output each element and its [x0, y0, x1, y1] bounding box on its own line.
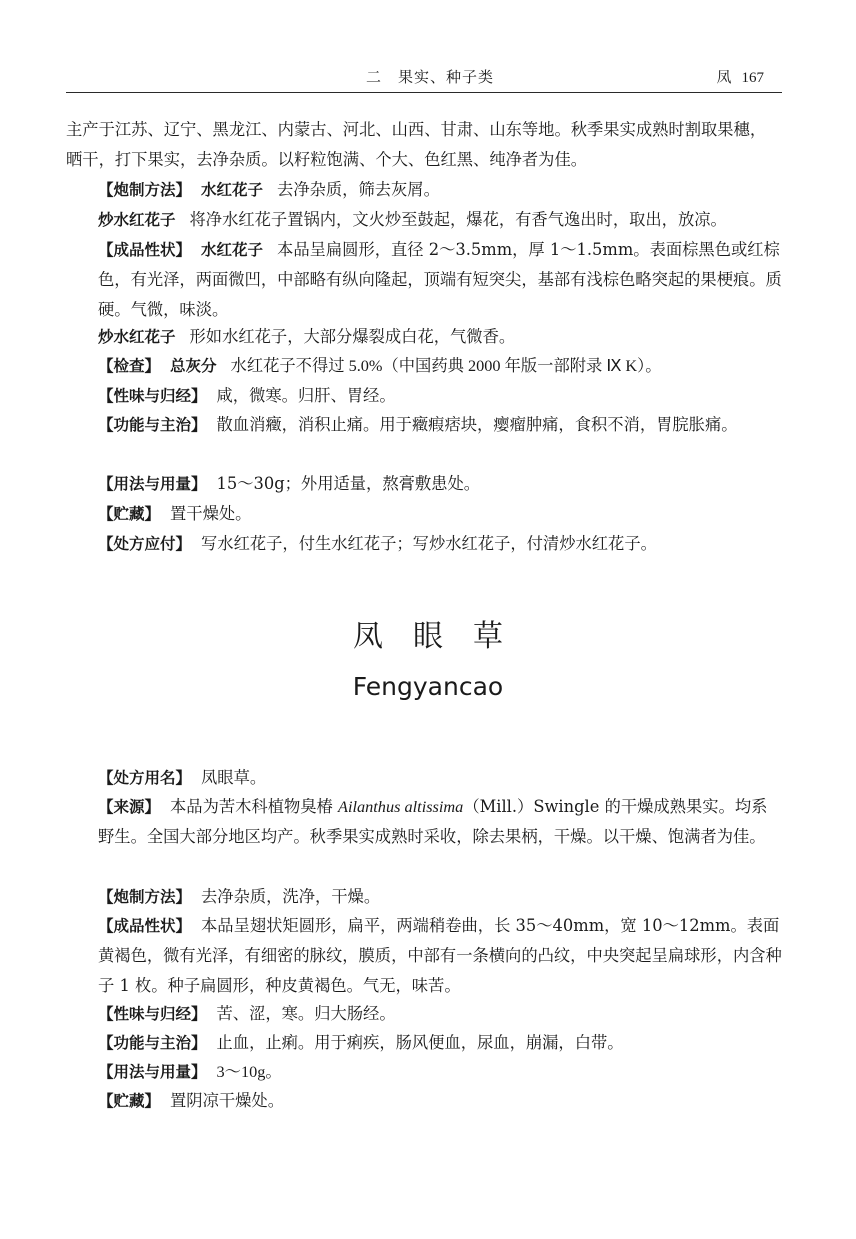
processing-term: 水红花子: [201, 181, 264, 199]
origin-paragraph: 主产于江苏、辽宁、黑龙江、内蒙古、河北、山西、甘肃、山东等地。秋季果实成熟时割取果穗，晒干，打下果实，去净杂质。以籽粒饱满、个大、色红黑、纯净者为佳。: [66, 120, 767, 169]
entry-nature-line: [66, 999, 782, 1029]
character-tag: 【成品性状】: [98, 241, 192, 259]
entry-usage-line: [66, 1057, 782, 1087]
entry-usage-text: 3～10g。: [216, 1062, 282, 1081]
character-text: 本品呈扁圆形，直径 2～3.5mm，厚 1～1.5mm。表面棕黑色或红棕色，有光泽，两面微凹，中部略有纵向隆起，顶端有短突尖，基部有浅棕色略突起的果梗痕。质硬。气微，味淡。: [98, 240, 782, 319]
character-paragraph: [66, 235, 782, 325]
fried-term: 炒水红花子: [98, 211, 176, 229]
entry-processing-line: [66, 882, 782, 912]
source-latin: Ailanthus altissima: [338, 797, 464, 816]
entry-processing-text: 去净杂质，洗净，干燥。: [201, 887, 381, 906]
processing-tag: 【炮制方法】: [98, 181, 192, 199]
inspection-tag: 【检查】: [98, 357, 161, 375]
inspection-term: 总灰分: [170, 357, 217, 375]
entry-storage-text: 置阴凉干燥处。: [170, 1091, 284, 1110]
entry-storage-line: [66, 1086, 782, 1116]
source-paragraph: [66, 792, 782, 852]
entry-character-text: 本品呈翅状矩圆形，扁平，两端稍卷曲，长 35～40mm，宽 10～12mm。表面黄褐色，微有光泽，有细密的脉纹，膜质，中部有一条横向的凸纹，中央突起呈扁球形，内含种子 1 枚。种子扁圆形，种皮黄褐色。气无，味苦。: [98, 916, 782, 995]
entry-function-text: 止血，止痢。用于痢疾，肠风便血，尿血，崩漏，白带。: [216, 1033, 624, 1052]
fried-text: 将净水红花子置锅内，文火炒至鼓起，爆花，有香气逸出时，取出，放凉。: [189, 210, 727, 229]
source-text-before: 本品为苦木科植物臭椿: [170, 797, 339, 816]
page-number: 167: [741, 70, 764, 86]
storage-line: [66, 499, 782, 529]
storage-tag: 【贮藏】: [98, 505, 161, 523]
entry-character-paragraph: [66, 911, 782, 1001]
entry-function-tag: 【功能与主治】: [98, 1034, 207, 1052]
entry-pinyin: Fengyancao: [352, 672, 504, 701]
nature-line: [66, 381, 782, 411]
prescription-line: [66, 529, 782, 559]
prescription-tag: 【处方应付】: [98, 535, 192, 553]
page-ref: [716, 66, 764, 87]
processing-line: [66, 175, 782, 205]
source-text-after: （Mill.）Swingle 的干燥成熟果实。均系野生。全国大部分地区均产。秋季果实成熟时采收，除去果柄，干燥。以干燥、饱满者为佳。: [98, 797, 768, 846]
storage-text: 置干燥处。: [170, 504, 252, 523]
character-term: 水红花子: [201, 241, 264, 259]
entry-storage-tag: 【贮藏】: [98, 1092, 161, 1110]
entry-processing-tag: 【炮制方法】: [98, 888, 192, 906]
usage-text: 15～30g；外用适量，熬膏敷患处。: [216, 474, 481, 493]
entry-usage-tag: 【用法与用量】: [98, 1063, 207, 1081]
nature-text: 咸，微寒。归肝、胃经。: [216, 386, 396, 405]
running-header: [66, 62, 782, 93]
usage-tag: 【用法与用量】: [98, 475, 207, 493]
entry-function-line: [66, 1028, 782, 1058]
fried-character-text: 形如水红花子，大部分爆裂成白花，气微香。: [189, 327, 516, 346]
usage-line: [66, 469, 782, 499]
processing-text: 去净杂质，筛去灰屑。: [277, 180, 440, 199]
fried-line: [66, 205, 782, 235]
fried-character-line: [66, 322, 782, 352]
inspection-text: 水红花子不得过 5.0%（中国药典 2000 年版一部附录 Ⅸ K）。: [230, 356, 662, 375]
inspection-line: [66, 351, 782, 381]
nature-tag: 【性味与归经】: [98, 387, 207, 405]
entry-title: 凤眼草: [353, 619, 533, 654]
function-tag: 【功能与主治】: [98, 416, 207, 434]
rx-name-tag: 【处方用名】: [98, 769, 192, 787]
rx-name-line: [66, 763, 782, 793]
function-paragraph: [66, 410, 782, 440]
fried-character-term: 炒水红花子: [98, 328, 176, 346]
entry-nature-text: 苦、涩，寒。归大肠经。: [216, 1004, 396, 1023]
function-text: 散血消癥，消积止痛。用于癥瘕痞块，瘿瘤肿痛，食积不消，胃脘胀痛。: [216, 415, 738, 434]
entry-character-tag: 【成品性状】: [98, 917, 192, 935]
entry-char: 凤: [716, 68, 732, 86]
rx-name-text: 凤眼草。: [201, 768, 267, 787]
entry-nature-tag: 【性味与归经】: [98, 1005, 207, 1023]
section-title: 二 果实、种子类: [366, 68, 495, 86]
source-tag: 【来源】: [98, 798, 161, 816]
prescription-text: 写水红花子，付生水红花子；写炒水红花子，付清炒水红花子。: [201, 534, 657, 553]
